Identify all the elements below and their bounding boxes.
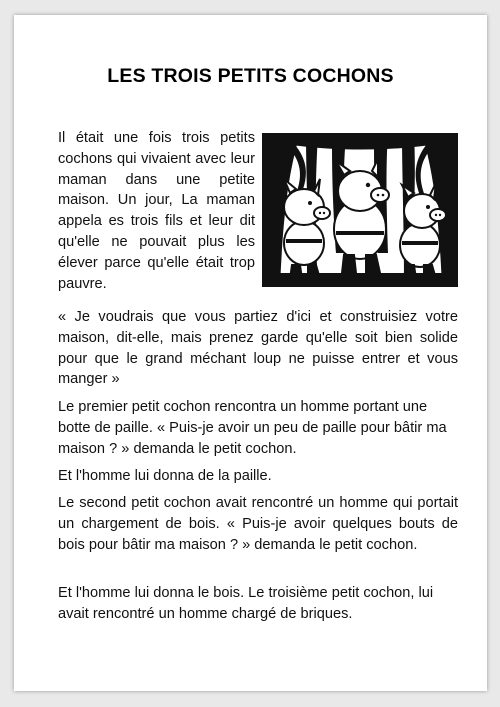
paragraph-intro: Il était une fois trois petits cochons qui vivaient avec leur maman dans une petite maison. Un jour, La maman appela es trois fils et leur dit qu'elle ne pouvait plus les élever parce qu'elle était trop pauvre.	[58, 130, 255, 292]
paragraph-first-pig: Le premier petit cochon rencontra un homme portant une botte de paille. « Puis-je avoir un peu de paille pour bâtir ma maison ? » demanda le petit cochon.	[58, 399, 447, 457]
paragraph-mother-speech: « Je voudrais que vous partiez d'ici et construisiez votre maison, dit-elle, mais prenez garde qu'elle soit bien solide pour que le grand méchant loup ne puisse entrer et vous manger »	[58, 309, 458, 388]
paragraph-second-pig: Le second petit cochon avait rencontré un homme qui portait un chargement de bois. « Puis-je avoir quelques bouts de bois pour bâtir ma maison ? » demanda le petit cochon.	[58, 495, 458, 553]
document-page	[14, 15, 487, 691]
three-little-pigs-illustration	[262, 133, 458, 287]
paragraph-third-pig: Et l'homme lui donna le bois. Le troisième petit cochon, lui avait rencontré un homme chargé de briques.	[58, 585, 434, 622]
document-title: LES TROIS PETITS COCHONS	[107, 65, 394, 87]
paragraph-straw-given: Et l'homme lui donna de la paille.	[58, 468, 272, 484]
